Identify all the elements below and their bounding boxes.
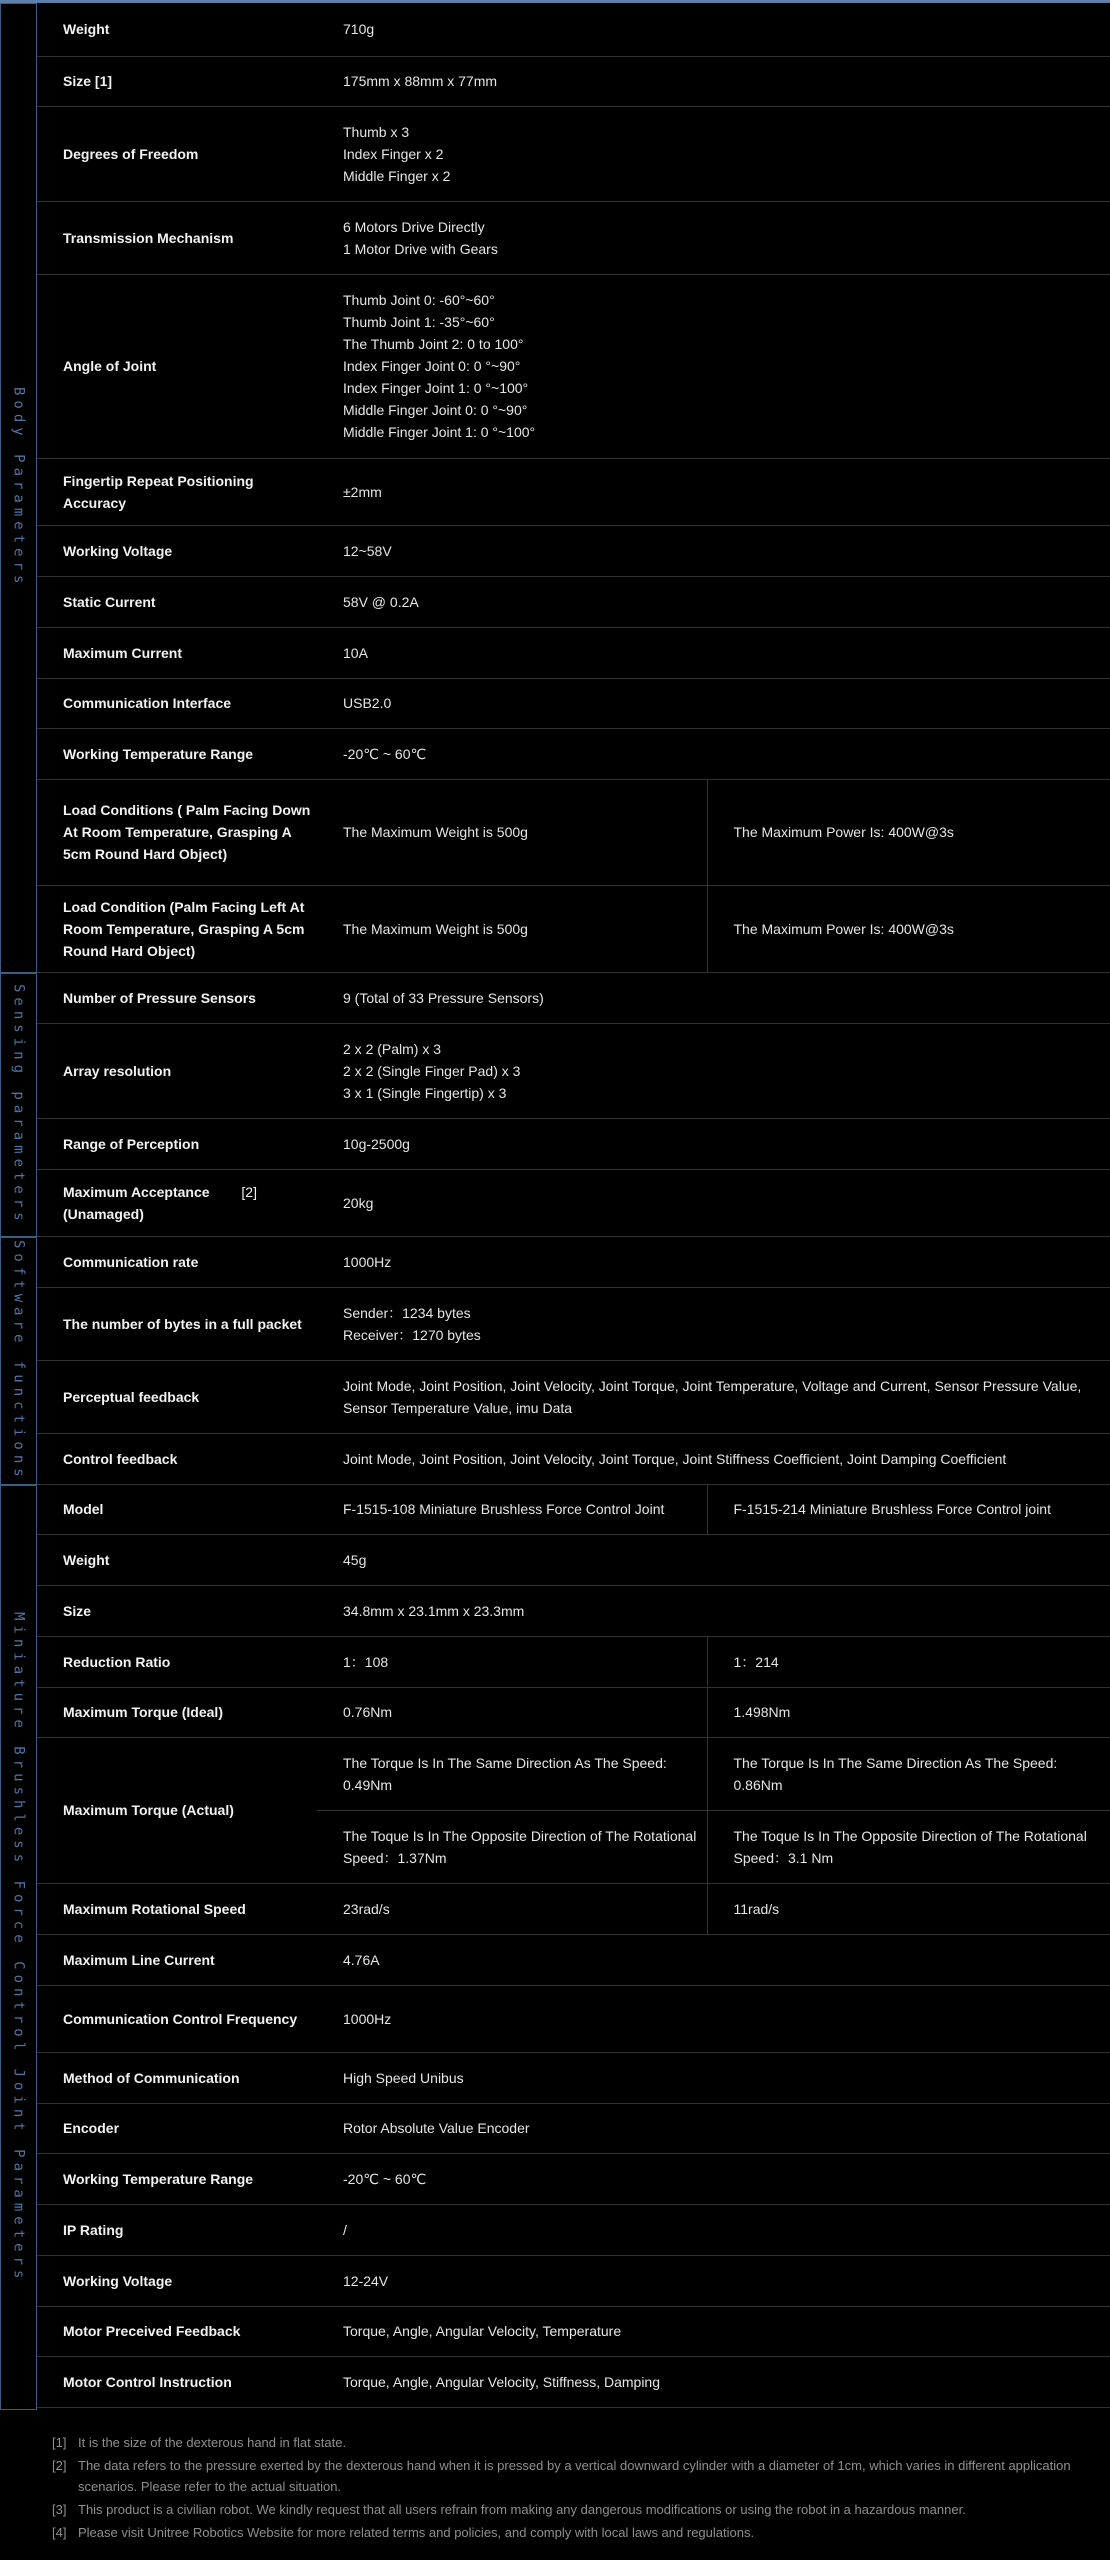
table-row bbox=[37, 56, 1110, 106]
row-label: Angle of Joint bbox=[37, 274, 317, 458]
table-row bbox=[37, 1883, 1110, 1934]
row-value: 1000Hz bbox=[317, 1236, 1110, 1287]
table-row bbox=[37, 3, 1110, 56]
row-value: -20℃ ~ 60℃ bbox=[317, 2153, 1110, 2204]
table-row bbox=[37, 1118, 1110, 1169]
row-value-alt: F-1515-214 Miniature Brushless Force Control joint bbox=[707, 1484, 1110, 1534]
row-label: The number of bytes in a full packet bbox=[37, 1287, 317, 1360]
table-row bbox=[37, 1360, 1110, 1433]
row-label: Weight bbox=[37, 1534, 317, 1585]
row-value: 10A bbox=[317, 627, 1110, 678]
value-line: Receiver：1270 bytes bbox=[343, 1326, 481, 1343]
table-row bbox=[37, 274, 1110, 458]
value-line: Middle Finger x 2 bbox=[343, 167, 451, 184]
row-label: Maximum Torque (Actual) bbox=[37, 1737, 317, 1883]
value-line: 2 x 2 (Single Finger Pad) x 3 bbox=[343, 1062, 521, 1079]
row-label: Size [1] bbox=[37, 56, 317, 106]
section-label-software: Software functions bbox=[0, 1237, 37, 1485]
value-line: Index Finger Joint 1: 0 °~100° bbox=[343, 380, 529, 396]
row-label: Degrees of Freedom bbox=[37, 106, 317, 201]
row-value bbox=[317, 1287, 1110, 1360]
footnotes bbox=[52, 2432, 1102, 2545]
table-row bbox=[37, 2103, 1110, 2153]
table-row bbox=[37, 1737, 1110, 1810]
row-value-alt: The Maximum Power Is: 400W@3s bbox=[707, 779, 1110, 885]
row-label: Transmission Mechanism bbox=[37, 201, 317, 274]
row-value: The Toque Is In The Opposite Direction of The Rotational Speed：1.37Nm bbox=[317, 1810, 707, 1883]
table-row bbox=[37, 576, 1110, 627]
footnote-text: The data refers to the pressure exerted by the dexterous hand when it is pressed by a vertical downward cylinder with a diameter of 1cm, which varies in different application scenarios. Please refer to the actual situation. bbox=[78, 2458, 1071, 2494]
spec-table bbox=[37, 3, 1110, 2408]
value-line: Index Finger x 2 bbox=[343, 145, 444, 162]
value-line: Thumb x 3 bbox=[343, 123, 410, 140]
row-value: F-1515-108 Miniature Brushless Force Control Joint bbox=[317, 1484, 707, 1534]
value-line: 2 x 2 (Palm) x 3 bbox=[343, 1040, 442, 1057]
footnote-text: This product is a civilian robot. We kindly request that all users refrain from making any dangerous modifications or using the robot in a hazardous manner. bbox=[78, 2502, 966, 2517]
table-row bbox=[37, 525, 1110, 576]
table-row bbox=[37, 2356, 1110, 2407]
footnote-number: [3] bbox=[52, 2502, 67, 2517]
table-row bbox=[37, 1534, 1110, 1585]
row-label: Perceptual feedback bbox=[37, 1360, 317, 1433]
row-value: 175mm x 88mm x 77mm bbox=[317, 56, 1110, 106]
row-value: High Speed Unibus bbox=[317, 2052, 1110, 2103]
row-label: Load Condition (Palm Facing Left At Room Temperature, Grasping A 5cm Round Hard Object) bbox=[37, 885, 317, 972]
footnote-text: It is the size of the dexterous hand in flat state. bbox=[78, 2435, 347, 2450]
table-row bbox=[37, 1636, 1110, 1687]
row-label: Communication rate bbox=[37, 1236, 317, 1287]
table-row bbox=[37, 627, 1110, 678]
row-label: Maximum Line Current bbox=[37, 1934, 317, 1985]
row-value: 10g-2500g bbox=[317, 1118, 1110, 1169]
row-value: The Maximum Weight is 500g bbox=[317, 779, 707, 885]
table-row bbox=[37, 2153, 1110, 2204]
table-row bbox=[37, 1985, 1110, 2052]
row-label bbox=[37, 1169, 317, 1236]
row-value bbox=[317, 106, 1110, 201]
footnote bbox=[52, 2522, 1102, 2543]
value-line: 3 x 1 (Single Fingertip) x 3 bbox=[343, 1084, 507, 1101]
row-value: Torque, Angle, Angular Velocity, Stiffness, Damping bbox=[317, 2356, 1110, 2407]
value-line: 6 Motors Drive Directly bbox=[343, 218, 485, 235]
row-label: Static Current bbox=[37, 576, 317, 627]
table-row bbox=[37, 1287, 1110, 1360]
value-line: Index Finger Joint 0: 0 °~90° bbox=[343, 358, 521, 374]
row-value: 20kg bbox=[317, 1169, 1110, 1236]
row-label: Method of Communication bbox=[37, 2052, 317, 2103]
table-row bbox=[37, 201, 1110, 274]
value-line: Thumb Joint 1: -35°~60° bbox=[343, 314, 495, 330]
row-label: Load Conditions ( Palm Facing Down At Room Temperature, Grasping A 5cm Round Hard Object) bbox=[37, 779, 317, 885]
row-value: 9 (Total of 33 Pressure Sensors) bbox=[317, 972, 1110, 1023]
row-label: Communication Control Frequency bbox=[37, 1985, 317, 2052]
table-row bbox=[37, 972, 1110, 1023]
table-row bbox=[37, 1236, 1110, 1287]
footnote bbox=[52, 2432, 1102, 2453]
row-label: Working Temperature Range bbox=[37, 2153, 317, 2204]
table-row bbox=[37, 458, 1110, 525]
footnote-ref: [2] bbox=[241, 1183, 257, 1200]
row-value-alt: The Maximum Power Is: 400W@3s bbox=[707, 885, 1110, 972]
table-row bbox=[37, 1585, 1110, 1636]
footnote-number: [1] bbox=[52, 2435, 67, 2450]
table-row bbox=[37, 728, 1110, 779]
row-label: Working Voltage bbox=[37, 525, 317, 576]
row-value: 710g bbox=[317, 3, 1110, 56]
row-label: Weight bbox=[37, 3, 317, 56]
row-label: Number of Pressure Sensors bbox=[37, 972, 317, 1023]
row-label: Communication Interface bbox=[37, 678, 317, 728]
row-value-alt: 1：214 bbox=[707, 1636, 1110, 1687]
row-label: Working Temperature Range bbox=[37, 728, 317, 779]
row-value bbox=[317, 201, 1110, 274]
row-value-alt: 1.498Nm bbox=[707, 1687, 1110, 1737]
row-label: Maximum Current bbox=[37, 627, 317, 678]
row-value: 12~58V bbox=[317, 525, 1110, 576]
row-label: Motor Control Instruction bbox=[37, 2356, 317, 2407]
row-value: 0.76Nm bbox=[317, 1687, 707, 1737]
row-label: Motor Preceived Feedback bbox=[37, 2306, 317, 2356]
table-row bbox=[37, 2255, 1110, 2306]
table-row bbox=[37, 2052, 1110, 2103]
row-value: The Torque Is In The Same Direction As The Speed: 0.49Nm bbox=[317, 1737, 707, 1810]
table-row bbox=[37, 1687, 1110, 1737]
row-label: Range of Perception bbox=[37, 1118, 317, 1169]
row-label: Fingertip Repeat Positioning Accuracy bbox=[37, 458, 317, 525]
table-row bbox=[37, 2306, 1110, 2356]
row-label: Working Voltage bbox=[37, 2255, 317, 2306]
table-row bbox=[37, 2204, 1110, 2255]
row-value: Torque, Angle, Angular Velocity, Temperature bbox=[317, 2306, 1110, 2356]
table-row bbox=[37, 885, 1110, 972]
section-label-body: Body Parameters bbox=[0, 3, 37, 973]
table-row bbox=[37, 1484, 1110, 1534]
footnote-number: [4] bbox=[52, 2525, 67, 2540]
row-value: 12-24V bbox=[317, 2255, 1110, 2306]
row-label: Size bbox=[37, 1585, 317, 1636]
row-label: Maximum Rotational Speed bbox=[37, 1883, 317, 1934]
row-label: Model bbox=[37, 1484, 317, 1534]
row-value: Joint Mode, Joint Position, Joint Velocity, Joint Torque, Joint Temperature, Voltage and Current, Sensor Pressure Value, Sensor Temperature Value, imu Data bbox=[317, 1360, 1110, 1433]
table-row bbox=[37, 1433, 1110, 1484]
row-value-alt: 11rad/s bbox=[707, 1883, 1110, 1934]
value-line: 1 Motor Drive with Gears bbox=[343, 240, 498, 257]
table-row bbox=[37, 1934, 1110, 1985]
row-label-text: Maximum Acceptance (Unamaged) bbox=[63, 1183, 210, 1222]
row-value: Joint Mode, Joint Position, Joint Velocity, Joint Torque, Joint Stiffness Coefficient, Joint Damping Coefficient bbox=[317, 1433, 1110, 1484]
footnote-number: [2] bbox=[52, 2458, 67, 2473]
row-value: -20℃ ~ 60℃ bbox=[317, 728, 1110, 779]
value-line: Middle Finger Joint 0: 0 °~90° bbox=[343, 402, 528, 418]
footnote bbox=[52, 2499, 1102, 2520]
row-value bbox=[317, 274, 1110, 458]
row-value: The Maximum Weight is 500g bbox=[317, 885, 707, 972]
row-label: Encoder bbox=[37, 2103, 317, 2153]
table-row bbox=[37, 1023, 1110, 1118]
table-row bbox=[37, 1169, 1110, 1236]
row-label: Control feedback bbox=[37, 1433, 317, 1484]
table-row bbox=[37, 106, 1110, 201]
row-value: 58V @ 0.2A bbox=[317, 576, 1110, 627]
value-line: Thumb Joint 0: -60°~60° bbox=[343, 292, 495, 308]
row-value: 23rad/s bbox=[317, 1883, 707, 1934]
row-label: Maximum Torque (Ideal) bbox=[37, 1687, 317, 1737]
section-label-sensing: Sensing parameters bbox=[0, 973, 37, 1237]
row-value: Rotor Absolute Value Encoder bbox=[317, 2103, 1110, 2153]
row-value: 45g bbox=[317, 1534, 1110, 1585]
row-value: 34.8mm x 23.1mm x 23.3mm bbox=[317, 1585, 1110, 1636]
row-label: Reduction Ratio bbox=[37, 1636, 317, 1687]
row-value: USB2.0 bbox=[317, 678, 1110, 728]
row-value: 1：108 bbox=[317, 1636, 707, 1687]
row-label: Array resolution bbox=[37, 1023, 317, 1118]
row-value: ±2mm bbox=[317, 458, 1110, 525]
row-value-alt: The Torque Is In The Same Direction As The Speed: 0.86Nm bbox=[707, 1737, 1110, 1810]
section-label-joint: Miniature Brushless Force Control Joint Parameters bbox=[0, 1485, 37, 2410]
table-row bbox=[37, 678, 1110, 728]
value-line: The Thumb Joint 2: 0 to 100° bbox=[343, 336, 524, 352]
row-value: 4.76A bbox=[317, 1934, 1110, 1985]
row-value bbox=[317, 1023, 1110, 1118]
row-value-alt: The Toque Is In The Opposite Direction of The Rotational Speed：3.1 Nm bbox=[707, 1810, 1110, 1883]
footnote bbox=[52, 2455, 1102, 2497]
value-line: Middle Finger Joint 1: 0 °~100° bbox=[343, 424, 536, 440]
row-value: / bbox=[317, 2204, 1110, 2255]
footnote-text: Please visit Unitree Robotics Website for more related terms and policies, and comply with local laws and regulations. bbox=[78, 2525, 755, 2540]
table-row bbox=[37, 779, 1110, 885]
row-label: IP Rating bbox=[37, 2204, 317, 2255]
row-value: 1000Hz bbox=[317, 1985, 1110, 2052]
value-line: Sender：1234 bytes bbox=[343, 1304, 471, 1321]
